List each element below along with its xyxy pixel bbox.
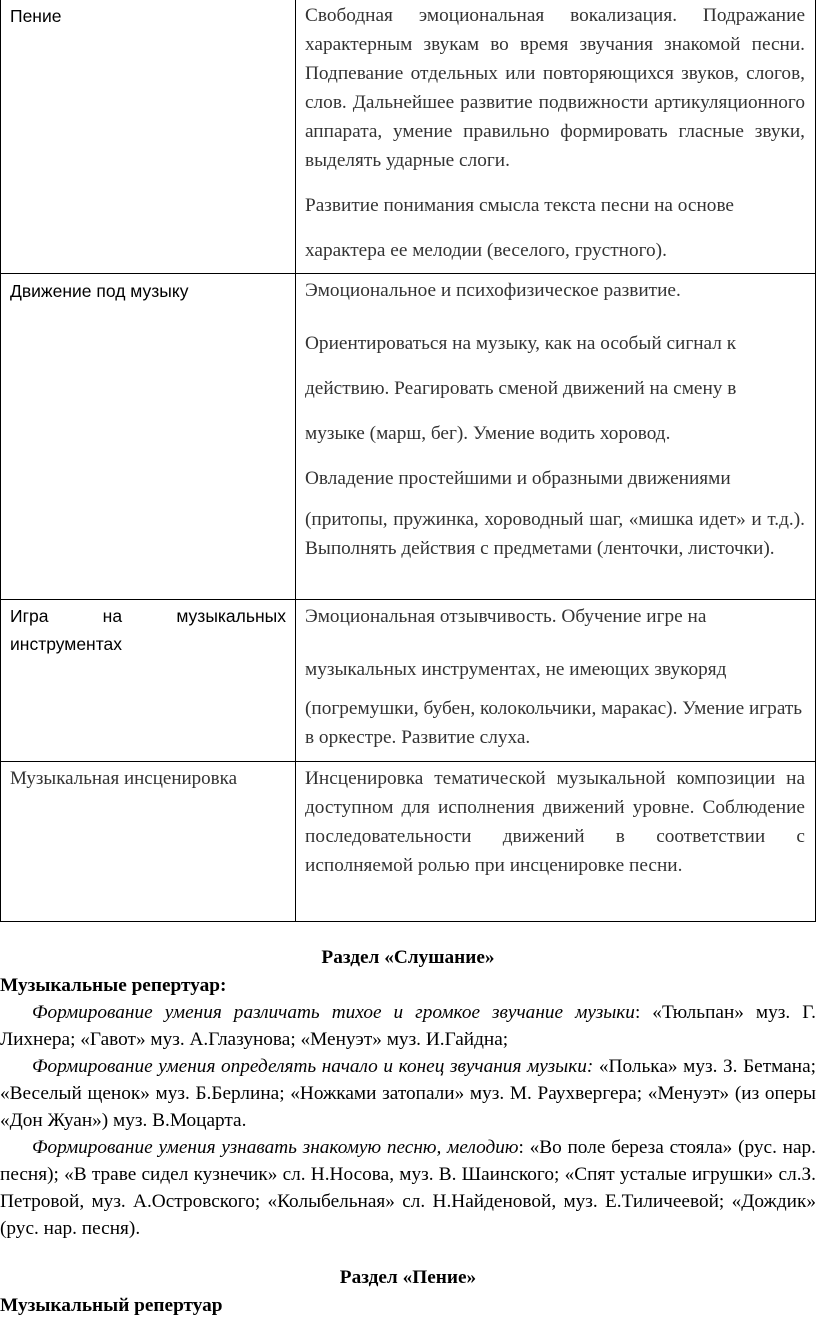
section-cell <box>1 762 296 922</box>
paragraph-separator: : <box>518 1137 530 1158</box>
section-heading-listening: Раздел «Слушание» <box>321 947 495 968</box>
content-cell <box>296 0 816 274</box>
content-paragraph: действию. Реагировать сменой движений на смену в <box>305 378 737 399</box>
table-row <box>1 0 816 274</box>
section-cell <box>1 600 296 762</box>
section-name: Игра на музыкальных инструментах <box>10 606 286 654</box>
repertoire-label: Музыкальный репертуар <box>0 1295 223 1316</box>
content-paragraph: Инсценировка тематической музыкальной композиции на доступном для исполнения движений уровне. Соблюдение последовательности движений в соответствии с исполняемой ролью при инсценировке песни. <box>305 768 805 876</box>
content-cell <box>296 762 816 922</box>
content-paragraph: Эмоциональная отзывчивость. Обучение игре на <box>305 606 707 627</box>
content-paragraph: музыкальных инструментах, не имеющих звукоряд <box>305 659 727 680</box>
content-paragraph: характера ее мелодии (веселого, грустного). <box>305 240 667 261</box>
content-paragraph: (погремушки, бубен, колокольчики, маракас). Умение играть в оркестре. Развитие слуха. <box>305 698 803 748</box>
section-heading-singing: Раздел «Пение» <box>339 1267 477 1288</box>
table-row <box>1 762 816 922</box>
repertoire-paragraph <box>0 999 816 1053</box>
paragraph-lead: Формирование умения узнавать знакомую песню, мелодию <box>32 1137 519 1158</box>
content-paragraph: Эмоциональное и психофизическое развитие. <box>305 280 681 301</box>
repertoire-paragraph <box>0 1134 816 1242</box>
paragraph-lead: Формирование умения определять начало и конец звучания музыки: <box>32 1056 594 1077</box>
content-paragraph: Развитие понимания смысла текста песни на основе <box>305 195 734 216</box>
section-cell <box>1 274 296 600</box>
section-name: Движение под музыку <box>10 281 189 301</box>
paragraph-text: «Тюльпан» муз. Г. Лихнера; «Гавот» муз. А.Глазунова; «Менуэт» муз. И.Гайдна; <box>0 1002 816 1050</box>
content-paragraph: музыке (марш, бег). Умение водить хоровод. <box>305 423 671 444</box>
section-name: Музыкальная инсценировка <box>10 768 238 789</box>
text-body <box>0 940 816 1319</box>
paragraph-separator: : <box>634 1002 653 1023</box>
repertoire-label: Музыкальные репертуар: <box>0 975 227 996</box>
content-paragraph: Овладение простейшими и образными движениями <box>305 468 731 489</box>
content-paragraph: (притопы, пружинка, хороводный шаг, «мишка идет» и т.д.). Выполнять действия с предметами (ленточки, листочки). <box>305 509 805 559</box>
section-cell <box>1 0 296 274</box>
content-paragraph: Ориентироваться на музыку, как на особый сигнал к <box>305 333 737 354</box>
paragraph-text: «Во поле береза стояла» (рус. нар. песня); «В траве сидел кузнечик» сл. Н.Носова, муз. В. Шаинского; «Спят усталые игрушки» сл.З. Петровой, муз. А.Островского; «Колыбельная» сл. Н.Найденовой, муз. Е.Тиличеевой; «Дождик» (рус. нар. песня). <box>0 1137 816 1239</box>
paragraph-lead: Формирование умения различать тихое и громкое звучание музыки <box>32 1002 635 1023</box>
paragraph-text: «Полька» муз. З. Бетмана; «Веселый щенок» муз. Б.Берлина; «Ножками затопали» муз. М. Раухвергера; «Менуэт» (из оперы «Дон Жуан») муз. В.Моцарта. <box>0 1056 816 1131</box>
section-name: Пение <box>10 6 62 26</box>
content-cell <box>296 274 816 600</box>
content-cell <box>296 600 816 762</box>
table-row <box>1 600 816 762</box>
content-paragraph: Свободная эмоциональная вокализация. Подражание характерным звукам во время звучания знакомой песни. Подпевание отдельных или повторяющихся звуков, слогов, слов. Дальнейшее развитие подвижности артикуляционного аппарата, умение правильно формировать гласные звуки, выделять ударные слоги. <box>305 5 805 171</box>
table-row <box>1 274 816 600</box>
repertoire-paragraph <box>0 1053 816 1134</box>
